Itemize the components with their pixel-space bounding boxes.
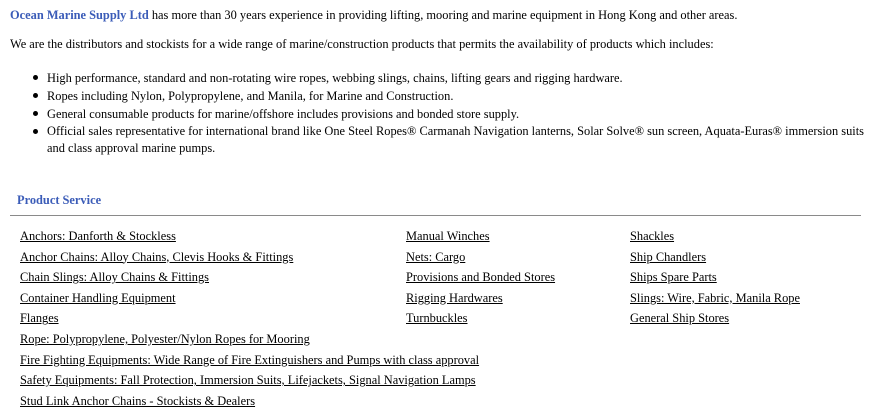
product-link[interactable]: Ship Chandlers bbox=[630, 249, 707, 264]
product-link[interactable]: Rope: Polypropylene, Polyester/Nylon Ropes for Mooring bbox=[20, 331, 310, 346]
product-link[interactable]: Manual Winches bbox=[406, 229, 490, 243]
company-name: Ocean Marine Supply Ltd bbox=[10, 8, 149, 22]
product-link[interactable]: Flanges bbox=[20, 311, 59, 326]
product-link[interactable]: General Ship Stores bbox=[630, 311, 730, 326]
product-service-title: Product Service bbox=[17, 193, 102, 207]
product-link[interactable]: Nets: Cargo bbox=[406, 249, 466, 264]
feature-list bbox=[0, 69, 880, 157]
product-column-2 bbox=[406, 229, 555, 332]
intro-paragraph bbox=[10, 8, 880, 23]
feature-item: High performance, standard and non-rotating wire ropes, webbing slings, chains, lifting gears and rigging hardware. bbox=[47, 69, 880, 87]
section-divider bbox=[10, 215, 861, 216]
product-link[interactable]: Fire Fighting Equipments: Wide Range of Fire Extinguishers and Pumps with class approval bbox=[20, 352, 480, 367]
feature-item: Ropes including Nylon, Polypropylene, and Manila, for Marine and Construction. bbox=[47, 87, 880, 105]
product-link[interactable]: Safety Equipments: Fall Protection, Immersion Suits, Lifejackets, Signal Navigation Lamps bbox=[20, 373, 476, 388]
feature-item: General consumable products for marine/offshore includes provisions and bonded store supply. bbox=[47, 105, 880, 123]
product-column-3 bbox=[630, 229, 800, 332]
product-link[interactable]: Stud Link Anchor Chains - Stockists & Dealers bbox=[20, 393, 256, 408]
product-link[interactable]: Turnbuckles bbox=[406, 311, 468, 326]
distributor-paragraph: We are the distributors and stockists for a wide range of marine/construction products that permits the availability of products which includes: bbox=[10, 37, 714, 51]
feature-item-text: Official sales representative for international brand like One Steel Ropes® Carmanah Navigation lanterns, Solar Solve® sun screen, Aquata-Euras® immersion suits and class approval marine pumps. bbox=[47, 124, 865, 155]
feature-item bbox=[47, 123, 880, 157]
product-link[interactable]: Rigging Hardwares bbox=[406, 290, 503, 305]
product-link[interactable]: Anchor Chains: Alloy Chains, Clevis Hooks & Fittings bbox=[20, 249, 294, 264]
product-link[interactable]: Provisions and Bonded Stores bbox=[406, 270, 556, 285]
intro-text: has more than 30 years experience in providing lifting, mooring and marine equipment in Hong Kong and other areas. bbox=[148, 8, 738, 22]
product-link[interactable]: Chain Slings: Alloy Chains & Fittings bbox=[20, 270, 209, 285]
product-link[interactable]: Shackles bbox=[630, 229, 675, 243]
product-link[interactable]: Anchors: Danforth & Stockless bbox=[20, 229, 176, 243]
product-link[interactable]: Ships Spare Parts bbox=[630, 270, 717, 285]
product-link[interactable]: Container Handling Equipment bbox=[20, 290, 176, 305]
product-link[interactable]: Slings: Wire, Fabric, Manila Rope bbox=[630, 290, 800, 305]
